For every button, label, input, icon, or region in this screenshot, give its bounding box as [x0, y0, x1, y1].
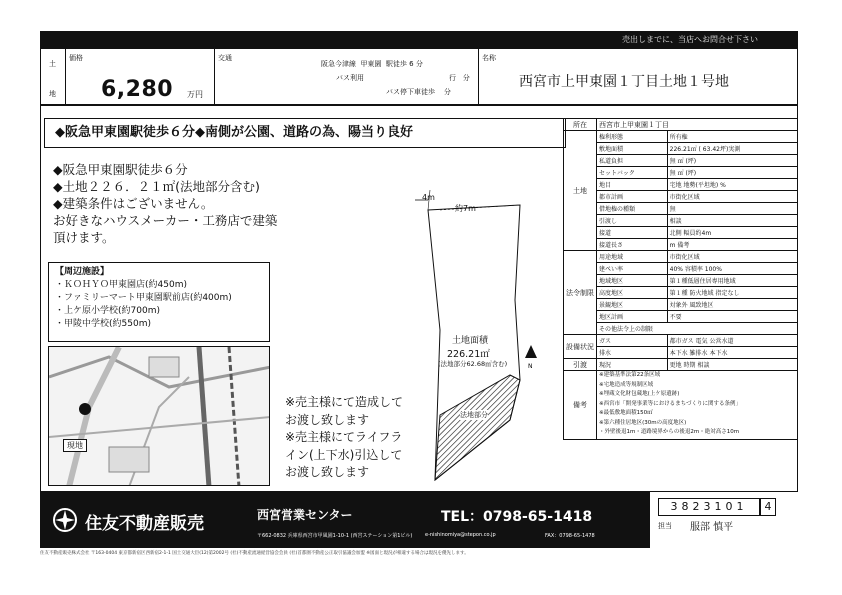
table-row: 私道負担 無 ㎡ (坪)	[564, 155, 798, 167]
svg-text:N: N	[528, 363, 533, 370]
land-section: 土地	[564, 131, 597, 251]
table-row: 引渡 現況 更地 時期 相談	[564, 359, 798, 371]
table-row: 借地権の種類 無	[564, 203, 798, 215]
table-row: 建ぺい率 40% 容積率 100%	[564, 263, 798, 275]
address-value: 西宮市上甲東園１丁目	[597, 119, 798, 131]
property-name: 西宮市上甲東園１丁目土地１号地	[519, 74, 729, 90]
company-logo-icon	[52, 507, 78, 533]
branch-email: e-nishinomiya@stepon.co.jp	[425, 532, 496, 538]
top-banner	[40, 31, 798, 48]
table-row: その他法令上の制限	[564, 323, 798, 335]
facility-item: ・上ケ原小学校(約700m)	[55, 306, 160, 316]
location-map	[48, 346, 270, 486]
table-row: 接道長さ m 備考	[564, 239, 798, 251]
facility-item: ・甲陵中学校(約550m)	[55, 319, 151, 329]
plot-area-value: 226.21㎡	[447, 349, 490, 360]
branch-address: 〒662-0832 兵庫県西宮市甲風園1-10-1 (西宮ステーション第1ビル)	[257, 533, 413, 539]
table-row: 土地 権利形態 所有権	[564, 131, 798, 143]
company-block	[40, 492, 245, 548]
facility-item: ・ＫＯＨＹＯ甲東園店(約450m)	[55, 280, 187, 290]
site-marker-icon	[79, 403, 91, 415]
registration-block	[650, 494, 798, 548]
registration-number: 3823101	[658, 498, 760, 516]
notes-cell: ※建築基準法第22条区域 ※宅地造成等規制区域 ※埋蔵文化財包蔵地(上ケ原遺跡) ※西宮市「開発事業等におけるまちづくりに関する条例」 ※最低敷地面積150㎡ ※第六種住居地区(30mの高度地区) ・外壁後退1m・道路境界からの後退2m・絶対高さ10m	[597, 371, 798, 440]
plot-dim-4m: 4m	[422, 193, 435, 202]
staff-name: 服部 慎平	[690, 522, 734, 533]
table-row: 都市計画 市街化区域	[564, 191, 798, 203]
registration-check-digit: 4	[760, 498, 776, 516]
transport-label: 交通	[218, 54, 232, 62]
price-value: 6,280	[101, 77, 174, 102]
law-section: 法令制限	[564, 251, 597, 335]
table-row: 法令制限 用途地域 市街化区域	[564, 251, 798, 263]
branch-tel: TEL：0798-65-1418	[441, 509, 593, 525]
legal-footer: 住友不動産販売株式会社 〒163-0404 東京都新宿区西新宿2-1-1 国土交通大臣(12)第2002号 (社)不動産流通経営協会会員 (社)首都圏不動産公正取引協議会加盟 ※図面と現況が相違する場合は現況を優先します。	[40, 551, 469, 556]
feature-bullet: ◆建築条件はございません。	[53, 196, 214, 211]
note-line: ※売主様にてライフラ	[285, 430, 403, 444]
table-row: 地区計画 不要	[564, 311, 798, 323]
feature-bullet: 頂けます。	[53, 230, 115, 245]
handover-section: 引渡	[564, 359, 597, 371]
transport-row-3: バス停下車徒歩 分	[386, 88, 451, 96]
note-line: イン(上下水)引込して	[285, 447, 403, 462]
price-label: 価格	[69, 54, 83, 62]
note-line: お渡し致します	[285, 465, 370, 479]
staff-label: 担当	[658, 522, 672, 530]
address-label: 所在	[564, 119, 597, 131]
branch-block	[245, 492, 650, 548]
spec-table	[563, 118, 798, 440]
facilities-title: 【周辺施設】	[55, 267, 110, 277]
feature-bullets	[53, 161, 277, 246]
table-row: 景観地区 対象外 風致地区	[564, 299, 798, 311]
transport-row-1: 阪急今津線 甲東園 駅徒歩 6 分	[321, 60, 423, 68]
feature-bullet: ◆阪急甲東園駅徒歩６分	[53, 162, 188, 177]
branch-name: 西宮営業センター	[257, 508, 353, 522]
nearby-facilities	[48, 262, 270, 342]
table-row: 引渡し 相談	[564, 215, 798, 227]
table-row: 設備状況 ガス 都市ガス 電気 公営水道	[564, 335, 798, 347]
notes-section: 備考	[564, 371, 597, 440]
company-name: 住友不動産販売	[85, 514, 204, 534]
plot-dim-7m: 約7m	[455, 204, 476, 213]
table-row: セットバック 無 ㎡ (坪)	[564, 167, 798, 179]
price-unit: 万円	[187, 90, 203, 99]
note-line: お渡し致します	[285, 412, 370, 427]
seller-notes	[285, 394, 403, 482]
plot-slope-label: 法地部分	[460, 411, 488, 419]
north-arrow-icon	[525, 345, 537, 358]
header-row	[40, 48, 798, 105]
feature-bullet: ◆土地２２６．２１㎡(法地部分含む)	[53, 179, 260, 194]
table-row: 接道 北側 幅員約4m	[564, 227, 798, 239]
catch-copy: ◆阪急甲東園駅徒歩６分◆南側が公園、道路の為、陽当り良好	[44, 118, 566, 148]
branch-fax: FAX：0798-65-1478	[545, 533, 595, 539]
table-row: 地域地区 第１種低層住居専用地域	[564, 275, 798, 287]
section-label-bottom: 地	[49, 90, 56, 98]
table-row	[564, 119, 798, 131]
table-row: 排水 本下水 雑排水 本下水	[564, 347, 798, 359]
equip-section: 設備状況	[564, 335, 597, 359]
transport-row-2: バス利用 行 分	[336, 74, 470, 82]
plot-area-note: (法地部分62.68㎡含む)	[438, 360, 508, 368]
table-row: 敷地面積 226.21㎡ ( 63.42坪)実測	[564, 143, 798, 155]
section-label-top: 土	[49, 60, 56, 68]
map-drawing	[49, 347, 270, 486]
table-row	[564, 371, 798, 440]
table-row: 高度地区 第１種 防火地域 指定なし	[564, 287, 798, 299]
plot-area-label: 土地面積	[452, 336, 489, 346]
top-banner-note: 売出しまでに、当店へお問合せ下さい	[622, 35, 758, 44]
table-row: 地目 宅地 地勢(平坦地) %	[564, 179, 798, 191]
name-label: 名称	[482, 54, 496, 62]
note-line: ※売主様にて造成して	[285, 395, 404, 409]
map-site-label: 現地	[63, 439, 87, 452]
feature-bullet: お好きなハウスメーカー・工務店で建築	[53, 213, 278, 228]
facility-item: ・ファミリーマート甲東園駅前店(約400m)	[55, 293, 232, 303]
